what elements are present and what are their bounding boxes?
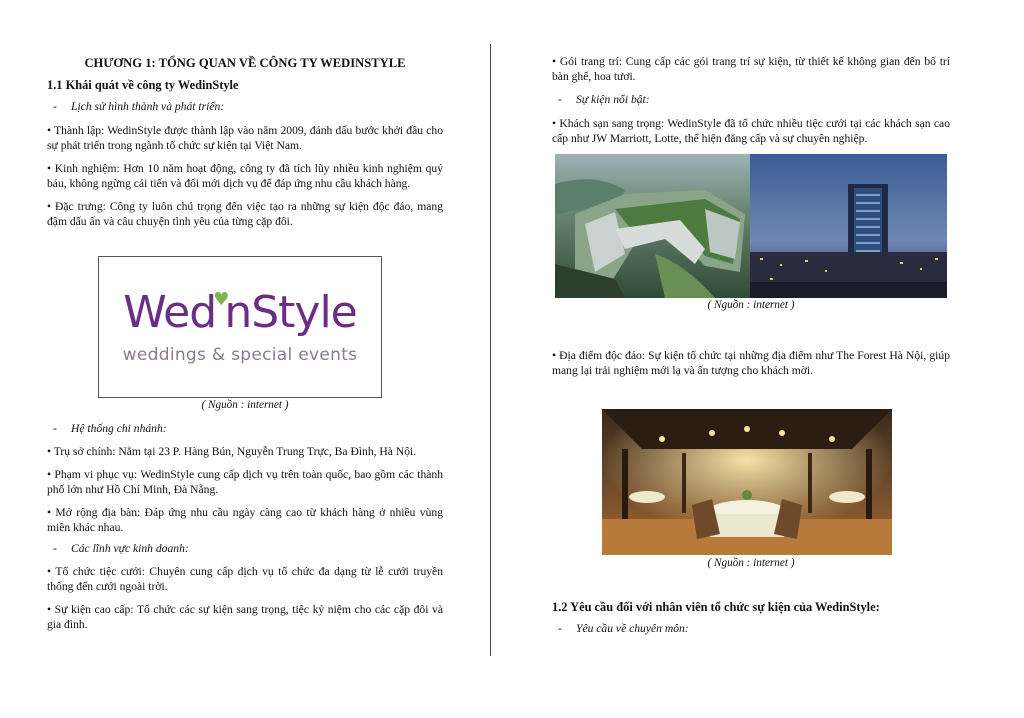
bullet-service-scope: • Phạm vi phục vụ: WedinStyle cung cấp dịch vụ trên toàn quốc, bao gồm các thành phố lớn như Hồ Chí Minh, Đà Nẵng. (47, 468, 443, 496)
marriott-hotel-photo (555, 154, 750, 298)
subheading-branches: - Hệ thống chi nhánh: (53, 422, 167, 435)
section-1-1-heading: 1.1 Khái quát về công ty WedinStyle (47, 78, 239, 92)
hotels-caption: ( Nguồn : internet ) (707, 299, 795, 311)
chapter-title: CHƯƠNG 1: TỔNG QUAN VỀ CÔNG TY WEDINSTYLE (84, 56, 406, 70)
bullet-wedding-party: • Tổ chức tiệc cưới: Chuyên cung cấp dịch vụ tổ chức đa dạng từ lễ cưới truyền thống đến cưới ngoài trời. (47, 565, 443, 593)
logo-tagline: weddings & special events (122, 344, 358, 365)
subheading-requirements: - Yêu cầu về chuyên môn: (558, 622, 689, 635)
logo-caption: ( Nguồn : internet ) (201, 399, 289, 411)
right-page (552, 0, 950, 636)
bullet-premium-events: • Sự kiện cao cấp: Tổ chức các sự kiện sang trọng, tiệc kỷ niệm cho các cặp đôi và gia đình. (47, 603, 443, 631)
bullet-luxury-hotels: • Khách sạn sang trọng: WedinStyle đã tổ chức nhiều tiệc cưới tại các khách sạn cao cấp như JW Marriott, Lotte, thể hiện đẳng cấp và sự chuyên nghiệp. (552, 117, 950, 145)
bullet-founding: • Thành lập: WedinStyle được thành lập vào năm 2009, đánh dấu bước khởi đầu cho sự phát triển trong ngành tổ chức sự kiện tại Việt Nam. (47, 124, 443, 152)
hotels-photo (555, 154, 947, 298)
subheading-business: - Các lĩnh vực kinh doanh: (53, 542, 189, 555)
bullet-expansion: • Mở rộng địa bàn: Đáp ứng nhu cầu ngày càng cao từ khách hàng ở nhiều vùng miền khác nhau. (47, 506, 443, 534)
bullet-decoration: • Gói trang trí: Cung cấp các gói trang trí sự kiện, từ thiết kế không gian đến bố trí bàn ghế, hoa tươi. (552, 55, 950, 83)
forest-caption: ( Nguồn : internet ) (707, 557, 795, 569)
logo-wordmark: Wed♥nStyle (123, 286, 357, 338)
page-divider (490, 44, 491, 656)
bullet-characteristics: • Đặc trưng: Công ty luôn chú trọng đến việc tạo ra những sự kiện độc đáo, mang đậm dấu ấn và câu chuyện tình yêu của từng cặp đôi. (47, 200, 443, 228)
subheading-history: - Lịch sử hình thành và phát triển: (53, 100, 225, 113)
bullet-headquarters: • Trụ sở chính: Nằm tại 23 P. Hàng Bún, Nguyễn Trung Trực, Ba Đình, Hà Nội. (47, 445, 417, 458)
heart-icon: ♥ (213, 288, 229, 310)
wedinstyle-logo-image (98, 256, 382, 398)
subheading-highlights: - Sự kiện nổi bật: (558, 93, 650, 106)
section-1-2-heading: 1.2 Yêu cầu đối với nhân viên tổ chức sự kiện của WedinStyle: (552, 600, 880, 614)
bullet-unique-venues: • Địa điểm độc đáo: Sự kiện tổ chức tại những địa điểm như The Forest Hà Nội, giúp mang lại trải nghiệm mới lạ và ấn tượng cho khách mời. (552, 349, 950, 377)
bullet-experience: • Kinh nghiệm: Hơn 10 năm hoạt động, công ty đã tích lũy nhiều kinh nghiệm quý báu, không ngừng cải tiến và đổi mới dịch vụ để đáp ứng nhu cầu khách hàng. (47, 162, 443, 190)
forest-venue-photo (602, 409, 892, 555)
lotte-hotel-photo (750, 154, 947, 298)
left-page (47, 0, 443, 632)
